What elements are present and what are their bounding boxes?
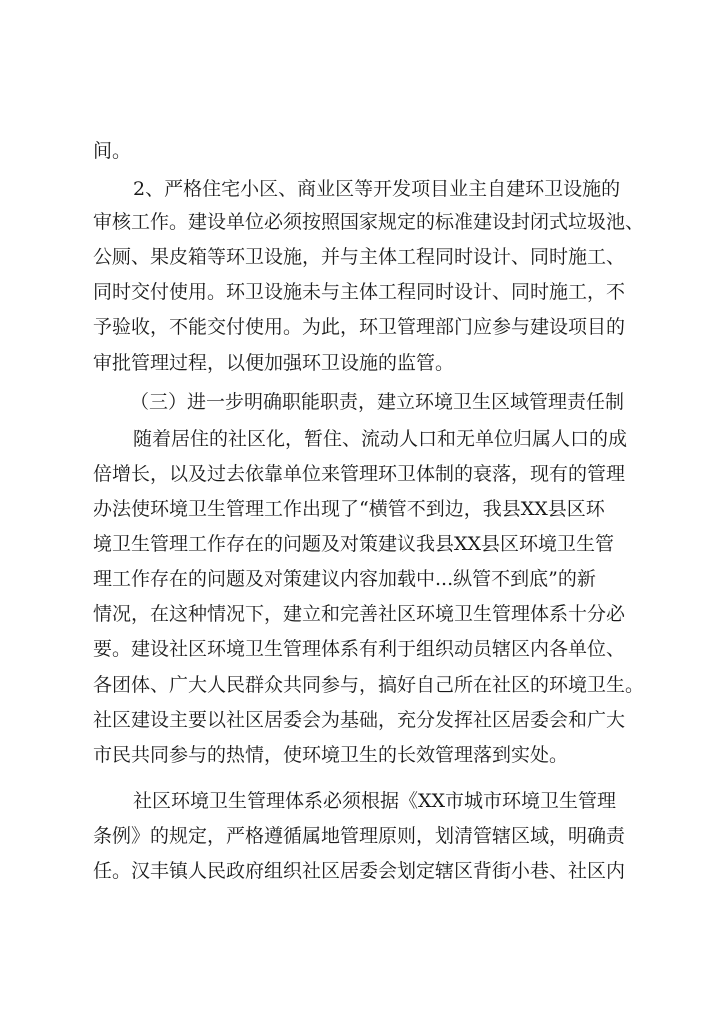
text-line: 2、严格住宅小区、商业区等开发项目业主自建环卫设施的 xyxy=(133,178,621,200)
text-line: 市民共同参与的热情，使环境卫生的长效管理落到实处。 xyxy=(93,744,569,766)
text-line: 各团体、广大人民群众共同参与，搞好自己所在社区的环境卫生。 xyxy=(93,674,645,696)
text-line: 随着居住的社区化，暂住、流动人口和无单位归属人口的成 xyxy=(133,428,628,450)
text-line: 予验收，不能交付使用。为此，环卫管理部门应参与建设项目的 xyxy=(93,316,626,338)
text-line: 任。汉丰镇人民政府组织社区居委会划定辖区背街小巷、社区内 xyxy=(93,860,626,882)
text-line: 倍增长，以及过去依靠单位来管理环卫体制的衰落，现有的管理 xyxy=(93,463,626,485)
text-line: 社区环境卫生管理体系必须根据《XX市城市环境卫生管理 xyxy=(133,790,617,812)
text-line: 理工作存在的问题及对策建议内容加载中...纵管不到底”的新 xyxy=(93,568,596,590)
text-line: 条例》的规定，严格遵循属地管理原则，划清管辖区域，明确责 xyxy=(93,825,626,847)
text-line: 审核工作。建设单位必须按照国家规定的标准建设封闭式垃圾池、 xyxy=(93,211,645,233)
text-line: 公厕、果皮箱等环卫设施，并与主体工程同时设计、同时施工、 xyxy=(93,246,626,268)
text-line: 境卫生管理工作存在的问题及对策建议我县XX县区环境卫生管 xyxy=(93,533,615,555)
section-heading: （三）进一步明确职能职责，建立环境卫生区域管理责任制 xyxy=(130,391,625,413)
text-line: 审批管理过程，以便加强环卫设施的监管。 xyxy=(93,352,455,374)
text-line: 社区建设主要以社区居委会为基础，充分发挥社区居委会和广大 xyxy=(93,709,626,731)
text-line: 间。 xyxy=(93,140,132,162)
text-line: 要。建设社区环境卫生管理体系有利于组织动员辖区内各单位、 xyxy=(93,638,626,660)
text-line: 同时交付使用。环卫设施未与主体工程同时设计、同时施工，不 xyxy=(93,281,626,303)
text-line: 办法使环境卫生管理工作出现了“横管不到边，我县XX县区环 xyxy=(93,498,605,520)
text-line: 情况，在这种情况下，建立和完善社区环境卫生管理体系十分必 xyxy=(93,603,626,625)
